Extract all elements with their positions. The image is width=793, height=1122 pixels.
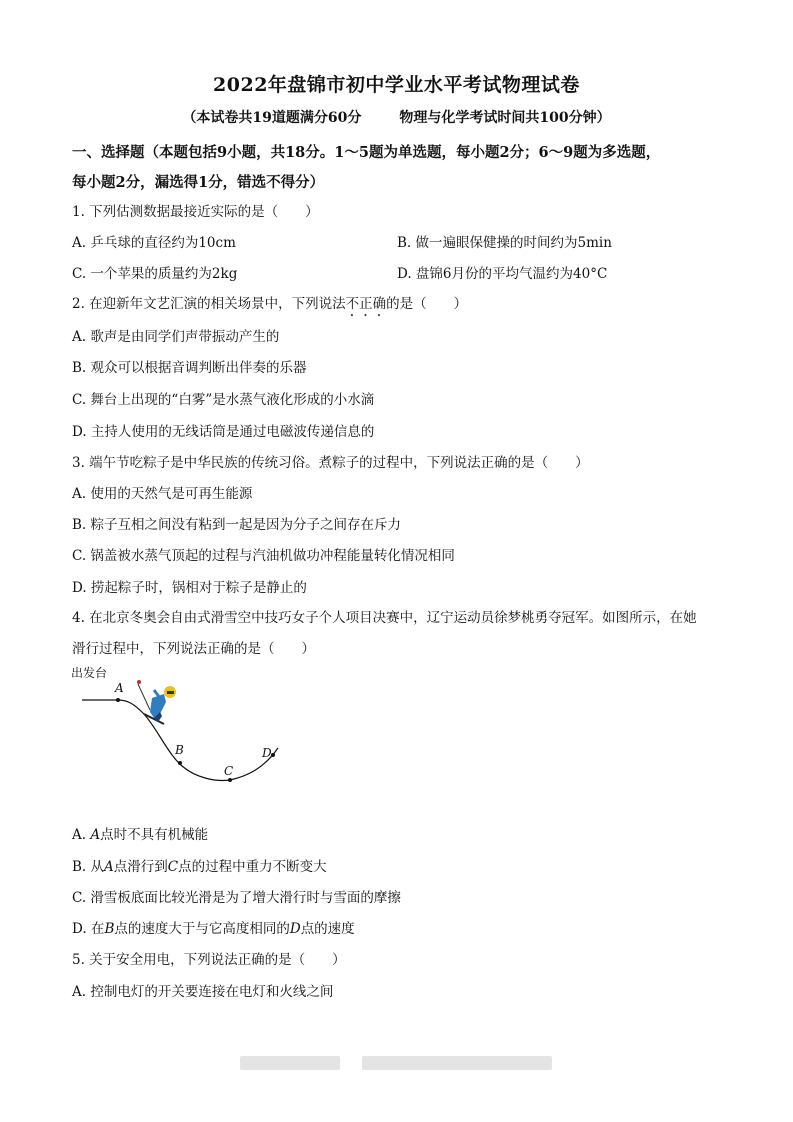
question-3-stem: 3. 端午节吃粽子是中华民族的传统习俗。煮粽子的过程中，下列说法正确的是（ ） [72, 455, 589, 471]
point-b-label: B [175, 743, 184, 757]
point-c-marker [228, 778, 232, 782]
question-1-option-d: D. 盘锦6月份的平均气温约为40°C [397, 266, 608, 282]
question-3-option-a: A. 使用的天然气是可再生能源 [72, 486, 253, 502]
exam-info-left: （本试卷共19道题满分60分 [182, 110, 362, 126]
question-3-option-d: D. 捞起粽子时，锅相对于粽子是静止的 [72, 580, 307, 596]
section-heading-line1: 一、选择题（本题包括9小题，共18分。1～5题为单选题，每小题2分；6～9题为多选题， [72, 144, 661, 161]
ski-slope-figure [68, 662, 298, 792]
skier-goggles [167, 691, 174, 694]
question-2-option-a: A. 歌声是由同学们声带振动产生的 [72, 329, 280, 345]
question-4-option-a-prefix: A. [72, 827, 91, 843]
ski-slope-curve [118, 700, 278, 780]
section-heading-line2: 每小题2分，漏选得1分，错选不得分） [72, 174, 325, 191]
question-2-stem-pre: 2. 在迎新年文艺汇演的相关场景中，下列说法 [72, 296, 346, 312]
question-2-stem [72, 294, 467, 320]
question-4-option-a-text: 点时不具有机械能 [100, 827, 209, 843]
question-1-stem: 1. 下列估测数据最接近实际的是（ ） [72, 204, 319, 220]
ski-pole [138, 684, 150, 710]
question-1-option-c: C. 一个苹果的质量约为2kg [72, 266, 238, 282]
question-1-option-a: A. 乒乓球的直径约为10cm [72, 235, 236, 251]
footer-watermark-left [240, 1056, 340, 1070]
question-4-option-d-mid: 点的速度大于与它高度相同的 [114, 921, 290, 937]
page-title: 2022年盘锦市初中学业水平考试物理试卷 [213, 74, 580, 96]
question-4-option-d-point-2: D [289, 921, 301, 937]
question-4-option-a-point: A [90, 827, 101, 843]
exam-info-right: 物理与化学考试时间共100分钟） [399, 110, 611, 126]
question-4-option-b-point-1: A [104, 859, 114, 875]
question-4-option-c: C. 滑雪板底面比较光滑是为了增大滑行时与雪面的摩擦 [72, 890, 401, 906]
question-4-stem-line2: 滑行过程中，下列说法正确的是（ ） [72, 641, 315, 657]
question-2-option-d: D. 主持人使用的无线话筒是通过电磁波传递信息的 [72, 424, 375, 440]
question-2-option-c: C. 舞台上出现的“白雾”是水蒸气液化形成的小水滴 [72, 392, 375, 408]
question-4-stem-line1: 4. 在北京冬奥会自由式滑雪空中技巧女子个人项目决赛中，辽宁运动员徐梦桃勇夺冠军。如图所示，在她 [72, 610, 697, 626]
point-a-marker [116, 698, 120, 702]
question-4-option-b-point-2: C [167, 859, 179, 875]
question-1-option-b: B. 做一遍眼保健操的时间约为5min [397, 235, 612, 251]
question-4-option-b-mid: 点滑行到 [113, 859, 168, 875]
question-4-option-a [72, 825, 208, 845]
question-4-option-d-prefix: D. 在 [72, 921, 105, 937]
platform-label: 出发台 [71, 666, 108, 680]
question-4-option-d-point-1: B [104, 921, 115, 937]
question-3-option-c: C. 锅盖被水蒸气顶起的过程与汽油机做功冲程能量转化情况相同 [72, 548, 455, 564]
question-2-stem-post: 的是（ ） [386, 296, 468, 312]
question-4-option-b-prefix: B. 从 [72, 859, 105, 875]
question-4-option-b [72, 857, 327, 877]
point-d-label: D [262, 746, 272, 760]
point-a-label: A [115, 681, 124, 695]
point-b-marker [178, 761, 182, 765]
question-4-option-b-text: 点的过程中重力不断变大 [178, 859, 327, 875]
question-5-stem: 5. 关于安全用电，下列说法正确的是（ ） [72, 952, 346, 968]
question-4-option-d [72, 919, 355, 939]
question-2-option-b: B. 观众可以根据音调判断出伴奏的乐器 [72, 360, 307, 376]
exam-info [0, 107, 793, 127]
skier-icon [137, 680, 176, 724]
question-4-option-d-text: 点的速度 [300, 921, 355, 937]
point-c-label: C [224, 764, 234, 778]
question-5-option-a: A. 控制电灯的开关要连接在电灯和火线之间 [72, 984, 334, 1000]
footer-watermark-right [362, 1056, 552, 1070]
section-heading [72, 138, 732, 198]
question-3-option-b: B. 粽子互相之间没有粘到一起是因为分子之间存在斥力 [72, 517, 402, 533]
pole-tip [137, 680, 141, 684]
question-2-stem-emphasis: 不正确 [345, 296, 387, 312]
